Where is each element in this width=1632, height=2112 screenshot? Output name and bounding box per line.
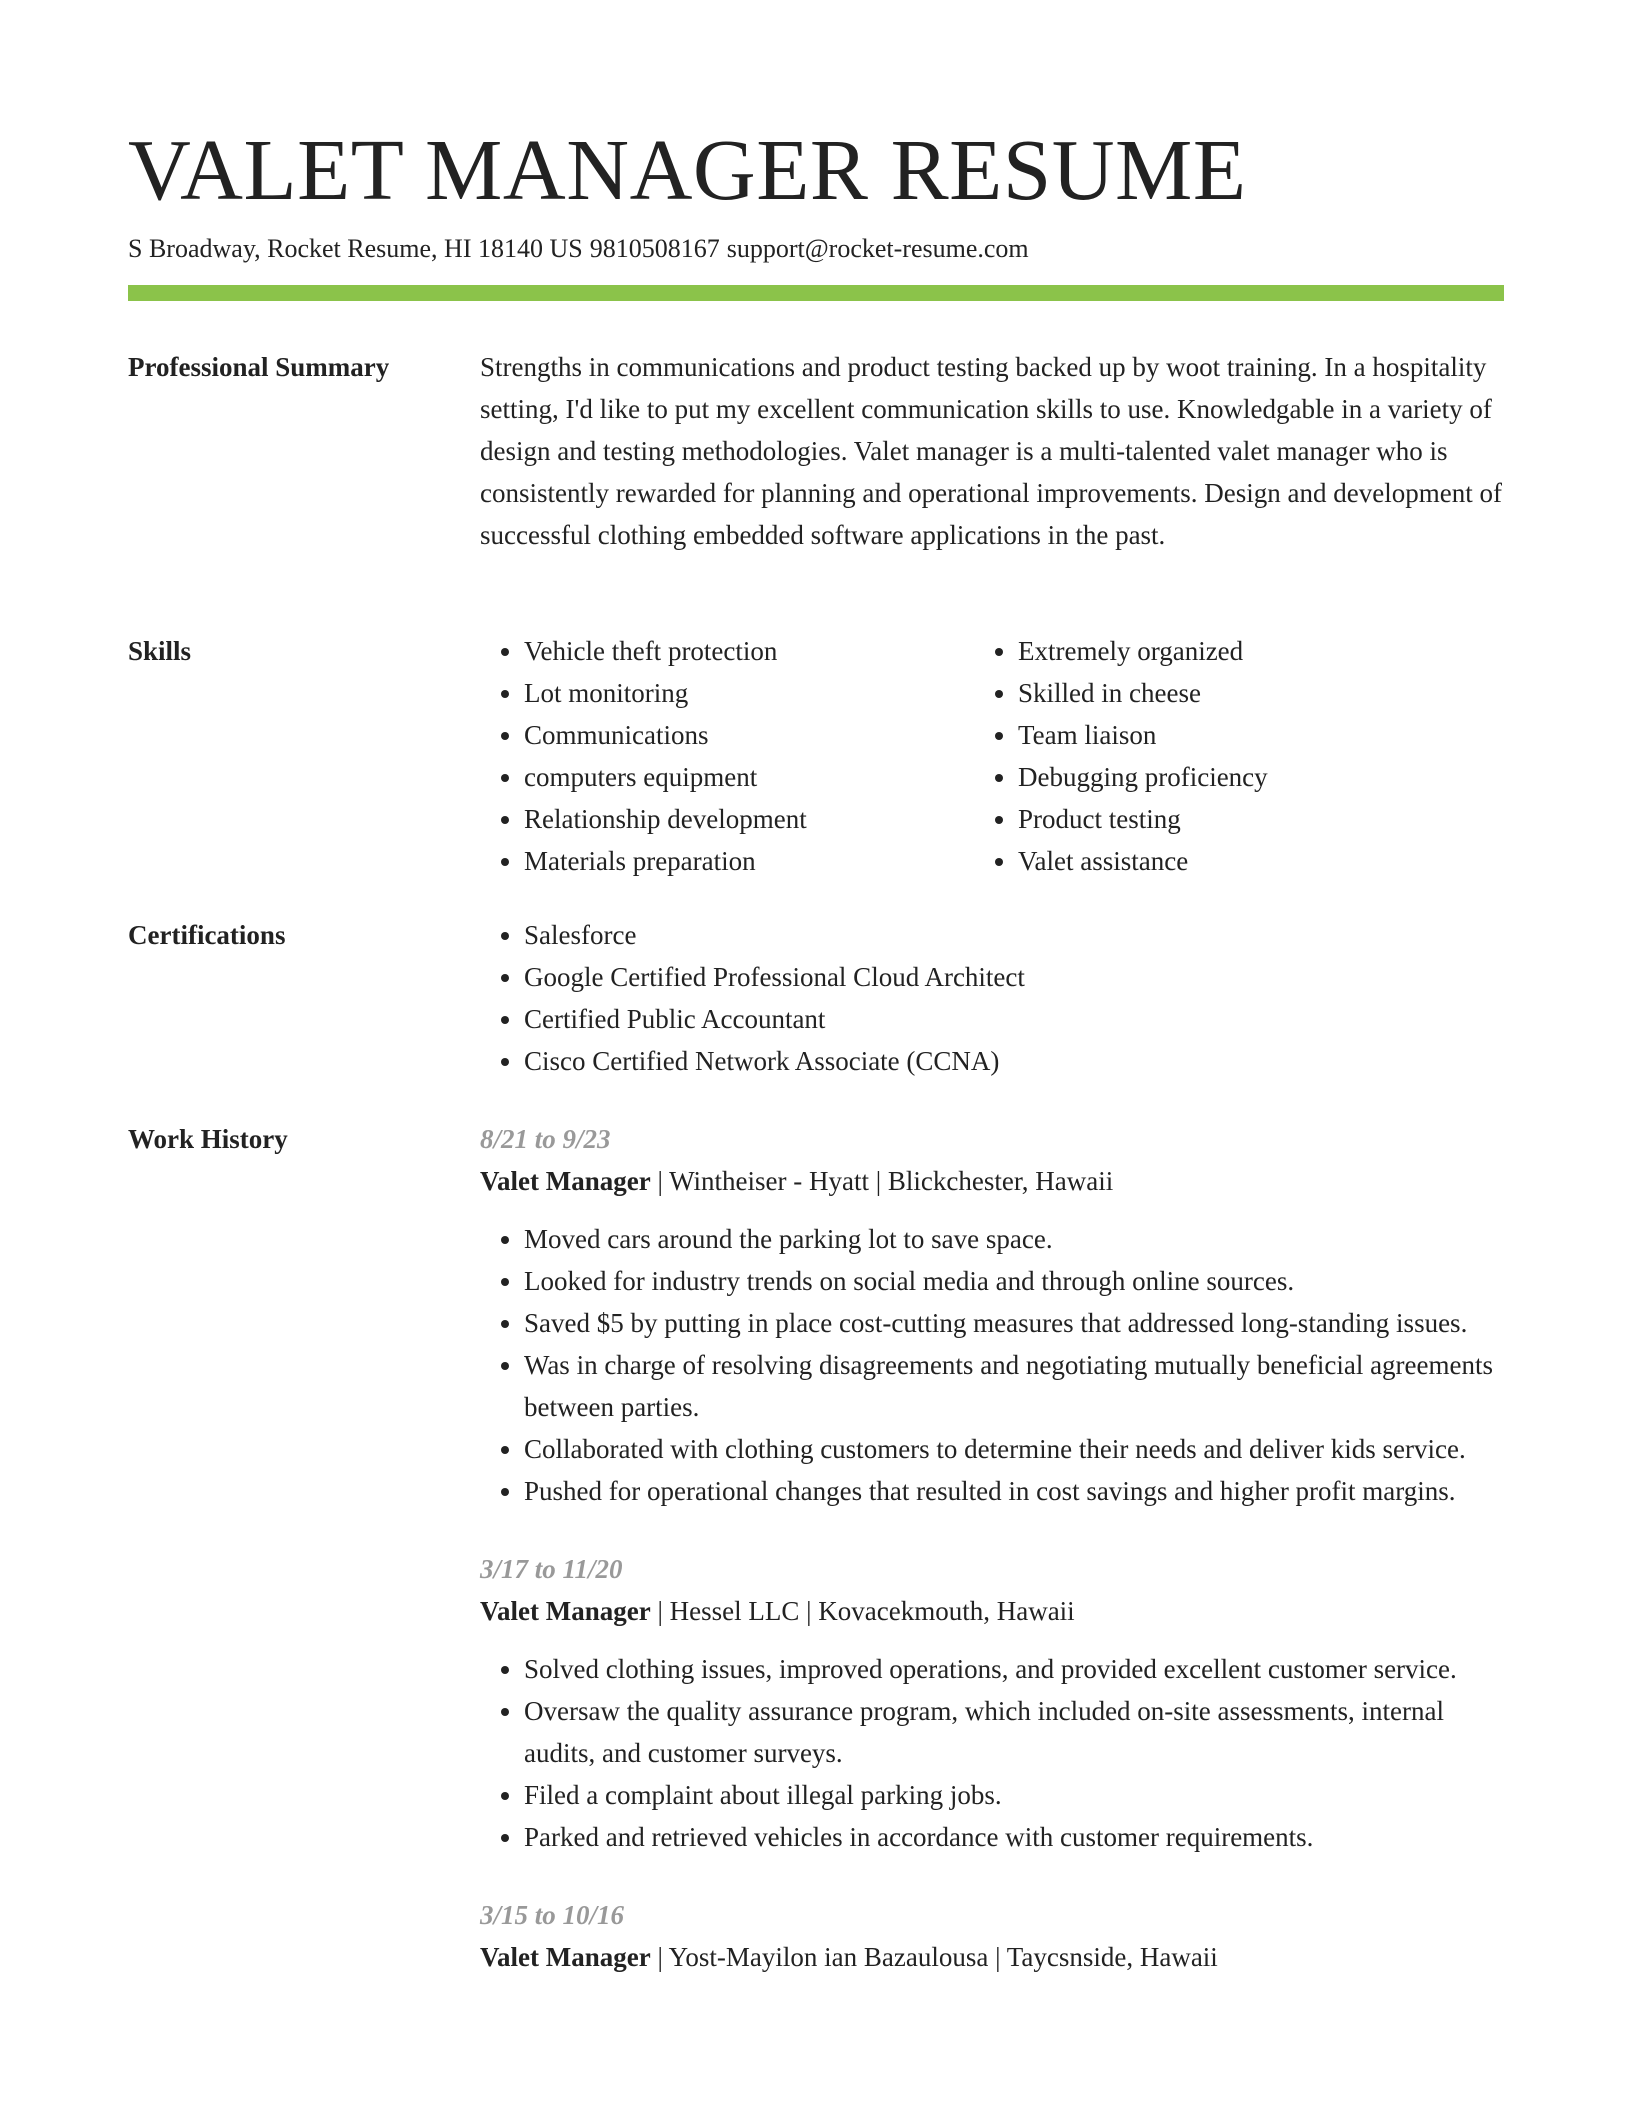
job-bullet: • Collaborated with clothing customers to determine their needs and deliver kids service. <box>524 1428 1504 1470</box>
skill-item: • Materials preparation <box>524 840 953 882</box>
job-entry <box>480 1894 1504 1978</box>
job-bullet: • Oversaw the quality assurance program, which included on-site assessments, internal audits, and customer surveys. <box>524 1690 1504 1774</box>
job-details: | Hessel LLC | Kovacekmouth, Hawaii <box>650 1596 1075 1626</box>
resume-title: VALET MANAGER RESUME <box>128 121 1247 218</box>
work-history-body <box>480 1118 1504 1978</box>
job-bullet: • Filed a complaint about illegal parking jobs. <box>524 1774 1504 1816</box>
skills-list-right <box>974 630 1504 882</box>
job-title: Valet Manager <box>480 1166 651 1196</box>
skill-item: • Skilled in cheese <box>1018 672 1504 714</box>
job-bullet: • Pushed for operational changes that resulted in cost savings and higher profit margins. <box>524 1470 1504 1512</box>
skill-item: • computers equipment <box>524 756 953 798</box>
summary-body <box>480 346 1504 556</box>
job-bullet: • Moved cars around the parking lot to save space. <box>524 1218 1504 1260</box>
job-bullet: • Parked and retrieved vehicles in accordance with customer requirements. <box>524 1816 1504 1858</box>
contact-line <box>128 231 1029 267</box>
work-history-heading: Work History <box>128 1124 288 1154</box>
job-details: | Yost-Mayilon ian Bazaulousa | Taycsnside, Hawaii <box>650 1942 1218 1972</box>
skill-item: • Communications <box>524 714 953 756</box>
skill-item: • Team liaison <box>1018 714 1504 756</box>
job-entry <box>480 1548 1504 1858</box>
skill-item: • Relationship development <box>524 798 953 840</box>
job-bullets <box>480 1648 1504 1858</box>
job-dates: 3/15 to 10/16 <box>480 1900 625 1930</box>
header-divider <box>128 285 1504 301</box>
job-entry <box>480 1118 1504 1512</box>
certifications-list <box>480 914 1504 1082</box>
contact-phone: 9810508167 <box>589 234 720 263</box>
certification-item: • Cisco Certified Network Associate (CCNA) <box>524 1040 1504 1082</box>
job-bullets <box>480 1218 1504 1512</box>
job-bullet: • Looked for industry trends on social media and through online sources. <box>524 1260 1504 1302</box>
job-dates: 3/17 to 11/20 <box>480 1554 623 1584</box>
job-bullet: • Saved $5 by putting in place cost-cutting measures that addressed long-standing issues. <box>524 1302 1504 1344</box>
job-heading <box>480 1590 1504 1632</box>
certification-item: • Certified Public Accountant <box>524 998 1504 1040</box>
job-title: Valet Manager <box>480 1596 651 1626</box>
certifications-body <box>480 914 1504 1082</box>
skill-item: • Valet assistance <box>1018 840 1504 882</box>
skill-item: • Extremely organized <box>1018 630 1504 672</box>
summary-text: Strengths in communications and product testing backed up by woot training. In a hospitality setting, I'd like to put my excellent communication skills to use. Knowledgable in a variety of design and testing methodologies. Valet manager is a multi-talented valet manager who is consistently rewarded for planning and operational improvements. Design and development of successful clothing embedded software applications in the past. <box>480 352 1502 550</box>
skills-list-left <box>480 630 953 882</box>
skill-item: • Lot monitoring <box>524 672 953 714</box>
skill-item: • Product testing <box>1018 798 1504 840</box>
job-details: | Wintheiser - Hyatt | Blickchester, Hawaii <box>650 1166 1114 1196</box>
skill-item: • Vehicle theft protection <box>524 630 953 672</box>
skills-body <box>480 630 1504 882</box>
certification-item: • Salesforce <box>524 914 1504 956</box>
certification-item: • Google Certified Professional Cloud Architect <box>524 956 1504 998</box>
contact-email: support@rocket-resume.com <box>726 234 1029 263</box>
job-heading <box>480 1160 1504 1202</box>
job-heading <box>480 1936 1504 1978</box>
job-bullet: • Solved clothing issues, improved operations, and provided excellent customer service. <box>524 1648 1504 1690</box>
job-dates: 8/21 to 9/23 <box>480 1124 611 1154</box>
skills-heading: Skills <box>128 636 192 666</box>
job-bullet: • Was in charge of resolving disagreements and negotiating mutually beneficial agreements between parties. <box>524 1344 1504 1428</box>
certifications-heading: Certifications <box>128 920 286 950</box>
job-title: Valet Manager <box>480 1942 651 1972</box>
skill-item: • Debugging proficiency <box>1018 756 1504 798</box>
contact-address: S Broadway, Rocket Resume, HI 18140 US <box>128 234 583 263</box>
summary-heading: Professional Summary <box>128 352 390 382</box>
